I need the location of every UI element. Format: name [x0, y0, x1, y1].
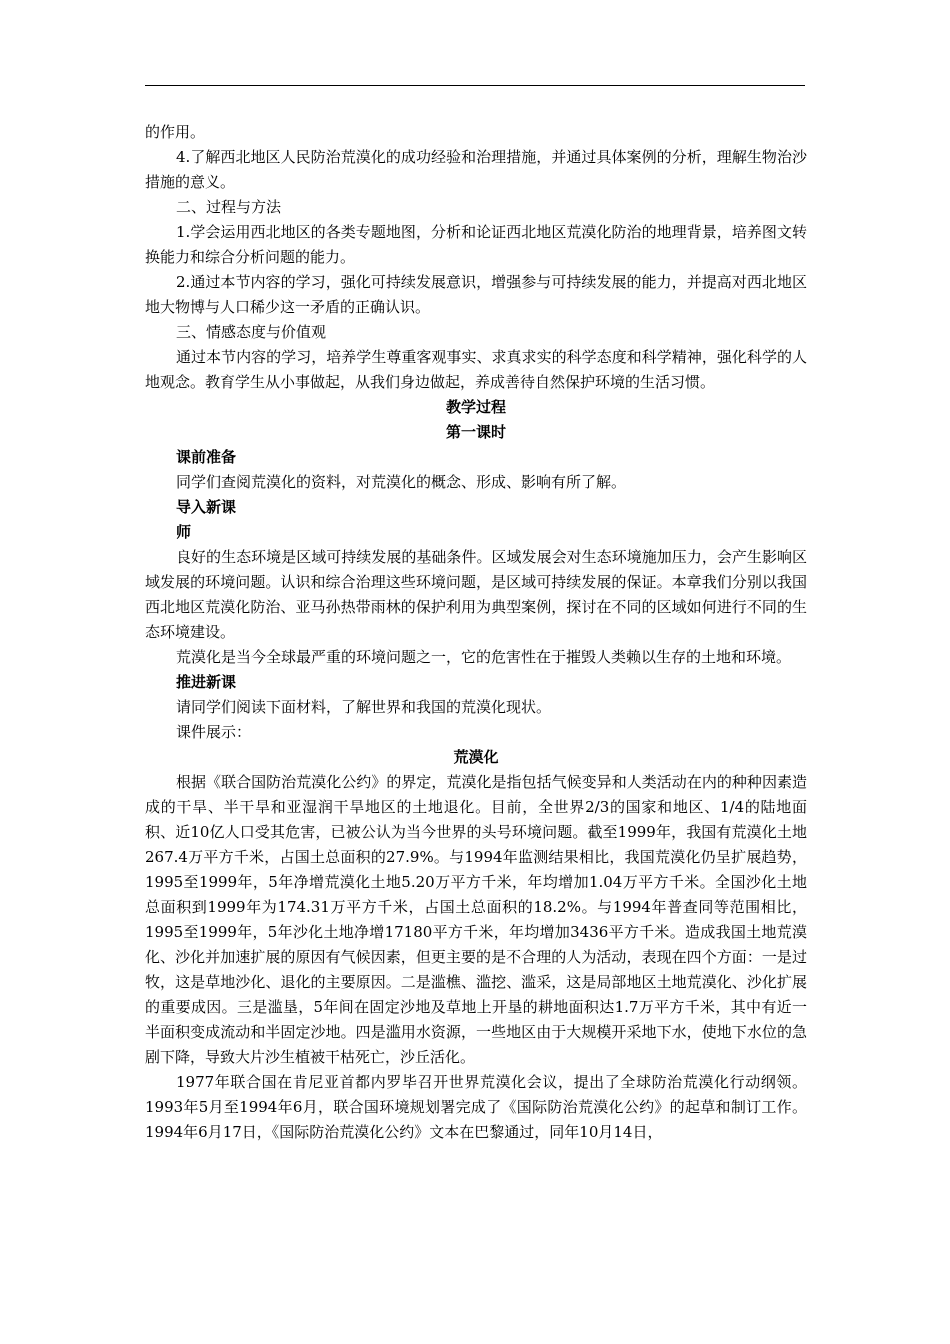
paragraph: 荒漠化是当今全球最严重的环境问题之一，它的危害性在于摧毁人类赖以生存的土地和环境。: [176, 648, 792, 666]
speaker-label: 师: [176, 523, 192, 541]
document-body: [145, 120, 807, 1145]
material-title: 荒漠化: [453, 748, 499, 766]
paragraph: 2.通过本节内容的学习，强化可持续发展意识，增强参与可持续发展的能力，并提高对西北地区地大物博与人口稀少这一矛盾的正确认识。: [145, 273, 807, 316]
paragraph: 良好的生态环境是区域可持续发展的基础条件。区域发展会对生态环境施加压力，会产生影响区域发展的环境问题。认识和综合治理这些环境问题，是区域可持续发展的保证。本章我们分别以我国西北地区荒漠化防治、亚马孙热带雨林的保护利用为典型案例，探讨在不同的区域如何进行不同的生态环境建设。: [145, 548, 807, 641]
paragraph: 的作用。: [145, 123, 206, 141]
paragraph: 请同学们阅读下面材料，了解世界和我国的荒漠化现状。: [176, 698, 552, 716]
lesson-title: 第一课时: [445, 423, 506, 441]
paragraph: 1.学会运用西北地区的各类专题地图，分析和论证西北地区荒漠化防治的地理背景，培养图文转换能力和综合分析问题的能力。: [145, 223, 807, 266]
section-heading: 二、过程与方法: [176, 198, 282, 216]
paragraph: 1977年联合国在肯尼亚首都内罗毕召开世界荒漠化会议，提出了全球防治荒漠化行动纲领。1993年5月至1994年6月，联合国环境规划署完成了《国际防治荒漠化公约》的起草和制订工作。1994年6月17日，《国际防治荒漠化公约》文本在巴黎通过，同年10月14日，: [145, 1073, 807, 1141]
subsection-heading: 课前准备: [176, 448, 237, 466]
section-heading: 三、情感态度与价值观: [176, 323, 327, 341]
header-rule: [145, 85, 805, 86]
subsection-heading: 导入新课: [176, 498, 237, 516]
section-title: 教学过程: [445, 398, 506, 416]
paragraph: 通过本节内容的学习，培养学生尊重客观事实、求真求实的科学态度和科学精神，强化科学的人地观念。教育学生从小事做起，从我们身边做起，养成善待自然保护环境的生活习惯。: [145, 348, 807, 391]
paragraph: 同学们查阅荒漠化的资料，对荒漠化的概念、形成、影响有所了解。: [176, 473, 627, 491]
paragraph: 根据《联合国防治荒漠化公约》的界定，荒漠化是指包括气候变异和人类活动在内的种种因素造成的干旱、半干旱和亚湿润干旱地区的土地退化。目前，全世界2/3的国家和地区、1/4的陆地面积、近10亿人口受其危害，已被公认为当今世界的头号环境问题。截至1999年，我国有荒漠化土地267.4万平方千米，占国土总面积的27.9%。与1994年监测结果相比，我国荒漠化仍呈扩展趋势，1995至1999年，5年净增荒漠化土地5.20万平方千米，年均增加1.04万平方千米。全国沙化土地总面积到1999年为174.31万平方千米，占国土总面积的18.2%。与1994年普查同等范围相比，1995至1999年，5年沙化土地净增17180平方千米，年均增加3436平方千米。造成我国土地荒漠化、沙化并加速扩展的原因有气候因素，但更主要的是不合理的人为活动，表现在四个方面：一是过牧，这是草地沙化、退化的主要原因。二是滥樵、滥挖、滥采，这是局部地区土地荒漠化、沙化扩展的重要成因。三是滥垦，5年间在固定沙地及草地上开垦的耕地面积达1.7万平方千米，其中有近一半面积变成流动和半固定沙地。四是滥用水资源，一些地区由于大规模开采地下水，使地下水位的急剧下降，导致大片沙生植被干枯死亡，沙丘活化。: [145, 773, 807, 1066]
paragraph: 4.了解西北地区人民防治荒漠化的成功经验和治理措施，并通过具体案例的分析，理解生物治沙措施的意义。: [145, 148, 807, 191]
paragraph: 课件展示：: [176, 723, 252, 741]
subsection-heading: 推进新课: [176, 673, 237, 691]
